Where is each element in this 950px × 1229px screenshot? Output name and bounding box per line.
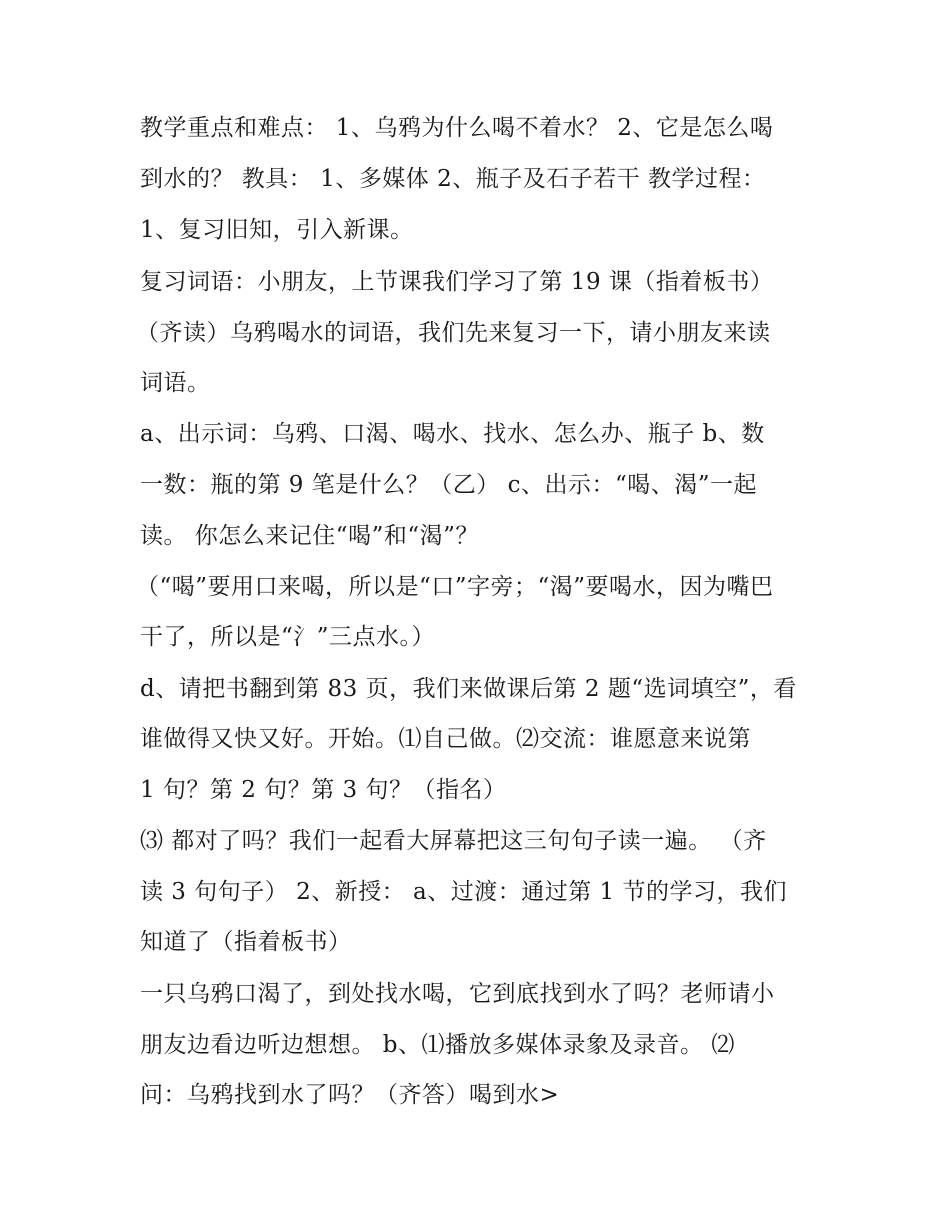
text-line: 朋友边看边听边想想。 b、⑴播放多媒体录象及录音。 ⑵ <box>140 1032 735 1058</box>
text-line: （“喝”要用口来喝，所以是“口”字旁；“渴”要喝水，因为嘴巴 <box>136 574 774 600</box>
text-line: 知道了（指着板书） <box>140 929 352 955</box>
text-line: 读 3 句句子） 2、新授： a、过渡：通过第 1 节的学习，我们 <box>140 879 787 905</box>
text-line: 问：乌鸦找到水了吗？（齐答）喝到水> <box>140 1082 560 1108</box>
text-line: 一只乌鸦口渴了，到处找水喝，它到底找到水了吗？老师请小 <box>140 981 775 1007</box>
text-line: 1、复习旧知，引入新课。 <box>140 217 414 243</box>
text-line: d、请把书翻到第 83 页，我们来做课后第 2 题“选词填空”，看 <box>140 676 797 702</box>
text-line: 词语。 <box>140 370 211 396</box>
text-line: 到水的？ 教具： 1、多媒体 2、瓶子及石子若干 教学过程： <box>140 166 766 192</box>
text-line: 一数：瓶的第 9 笔是什么？（乙） c、出示：“喝、渴”一起 <box>140 472 757 498</box>
text-line: a、出示词：乌鸦、口渴、喝水、找水、怎么办、瓶子 b、数 <box>140 421 765 447</box>
text-line: 教学重点和难点： 1、乌鸦为什么喝不着水？ 2、它是怎么喝 <box>140 115 774 141</box>
text-line: ⑶ 都对了吗？我们一起看大屏幕把这三句句子读一遍。 （齐 <box>140 828 767 854</box>
text-line: 干了，所以是“氵”三点水。） <box>140 624 436 650</box>
text-line: 读。 你怎么来记住“喝”和“渴”？ <box>140 523 479 549</box>
text-line: （齐读）乌鸦喝水的词语，我们先来复习一下，请小朋友来读 <box>136 320 771 346</box>
text-line: 复习词语：小朋友，上节课我们学习了第 19 课（指着板书） <box>140 269 774 295</box>
text-line: 谁做得又快又好。开始。⑴自己做。⑵交流：谁愿意来说第 <box>140 726 751 752</box>
text-line: 1 句？第 2 句？第 3 句？（指名） <box>140 777 507 803</box>
